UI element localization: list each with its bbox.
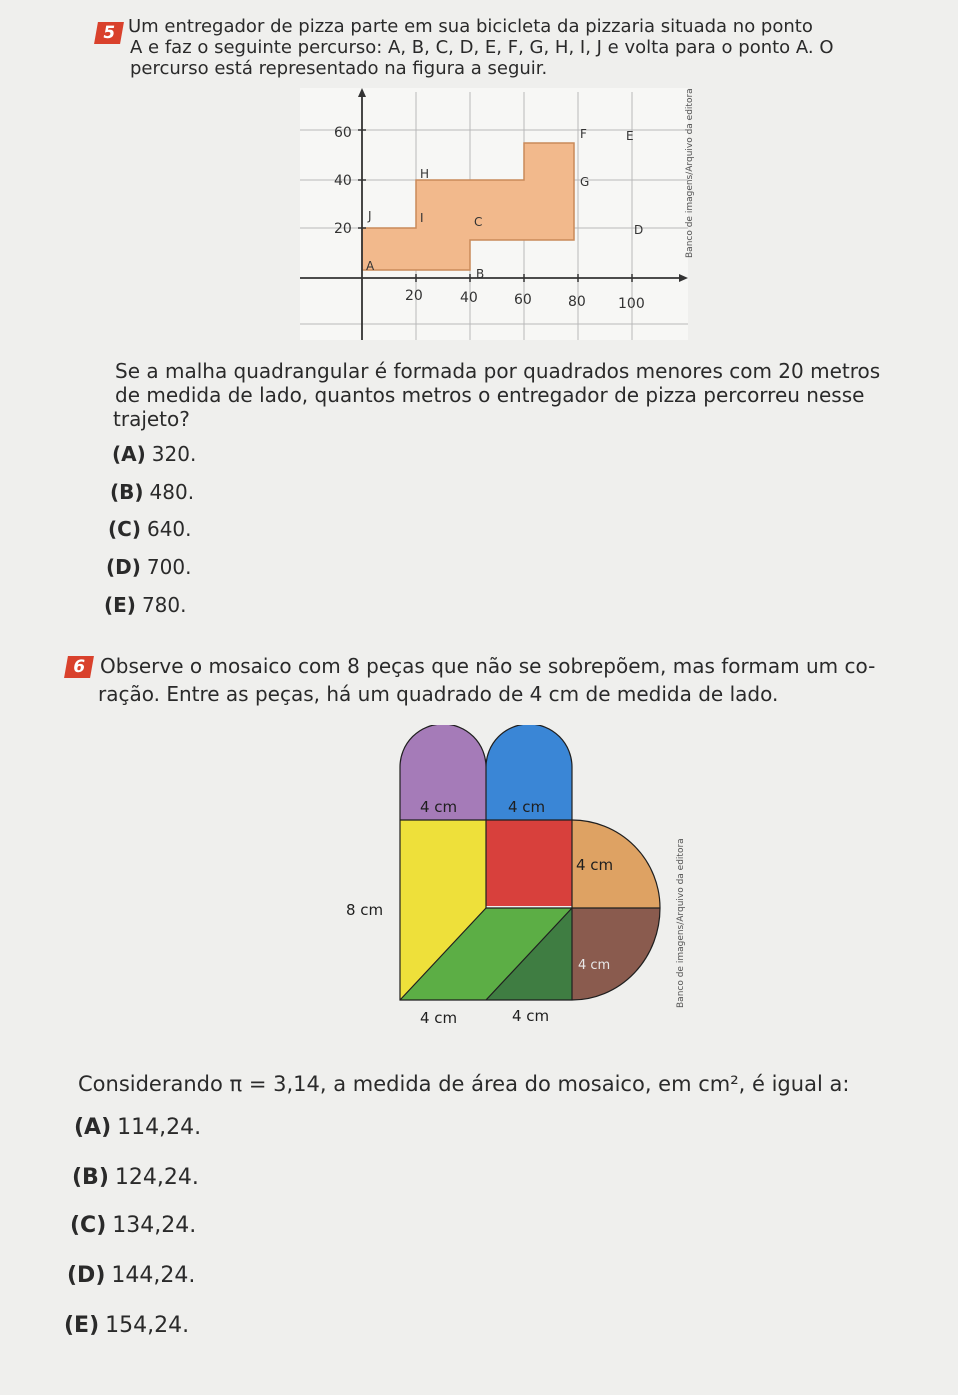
option-text: 134,24. — [112, 1213, 197, 1238]
option-letter: (D) — [106, 555, 141, 579]
route-figure — [300, 88, 688, 340]
point-label-j: J — [368, 209, 372, 223]
option-text: 700. — [146, 555, 192, 579]
point-label-g: G — [580, 175, 590, 189]
question-5-line-3: percurso está representado na figura a seguir. — [130, 58, 548, 79]
option-letter: (B) — [72, 1165, 109, 1190]
option-letter: (E) — [104, 593, 136, 617]
question-5-number: 5 — [94, 22, 124, 44]
label-top-right: 4 cm — [508, 798, 546, 816]
prompt-unit: cm² — [698, 1072, 739, 1096]
point-label-f: F — [580, 127, 587, 141]
heart-mosaic-figure — [340, 725, 670, 1030]
label-left-height: 8 cm — [346, 901, 384, 919]
brown-piece — [572, 908, 660, 1000]
option-text: 124,24. — [114, 1165, 199, 1190]
question-5-option-d[interactable] — [106, 555, 191, 579]
option-letter: (B) — [110, 480, 144, 504]
point-label-d: D — [634, 223, 644, 237]
figure-1-credit: Banco de imagens/Arquivo da editora — [685, 88, 695, 258]
point-label-c: C — [474, 215, 483, 229]
option-letter: (D) — [67, 1263, 106, 1288]
point-label-i: I — [420, 211, 424, 225]
option-letter: (C) — [108, 517, 141, 541]
point-label-b: B — [476, 267, 485, 281]
question-6-prompt — [78, 1070, 849, 1098]
x-axis-arrow — [679, 274, 688, 282]
question-5-option-a[interactable] — [112, 442, 196, 466]
x-tick-40: 40 — [460, 290, 478, 306]
option-letter: (A) — [74, 1115, 112, 1140]
prompt-pi: π = 3,14, a medida de área do mosaico, em — [229, 1072, 692, 1096]
option-letter: (C) — [70, 1213, 107, 1238]
question-5-prompt-line-1: Se a malha quadrangular é formada por quadrados menores com 20 metros — [115, 359, 881, 383]
question-6-number: 6 — [64, 656, 94, 678]
point-label-a: A — [366, 259, 375, 273]
prompt-post: , é igual a: — [738, 1072, 850, 1096]
question-5-option-c[interactable] — [108, 517, 192, 541]
question-6-option-b[interactable] — [72, 1165, 199, 1190]
x-tick-80: 80 — [568, 294, 586, 310]
label-bottom-right: 4 cm — [512, 1007, 550, 1025]
question-6-line-2: ração. Entre as peças, há um quadrado de 4 cm de medida de lado. — [98, 682, 779, 706]
question-6-option-d[interactable] — [67, 1263, 195, 1288]
x-tick-100: 100 — [618, 296, 645, 312]
question-5-option-b[interactable] — [110, 480, 194, 504]
question-5-line-1: Um entregador de pizza parte em sua bicicleta da pizzaria situada no ponto — [128, 16, 813, 37]
label-right-lower: 4 cm — [578, 958, 611, 973]
figure-2-credit: Banco de imagens/Arquivo da editora — [676, 838, 686, 1008]
option-letter: (E) — [64, 1313, 100, 1338]
x-tick-20: 20 — [405, 288, 423, 304]
option-text: 480. — [149, 480, 195, 504]
red-square-piece — [486, 820, 572, 906]
route-polygon — [362, 143, 574, 270]
label-bottom-left: 4 cm — [420, 1009, 458, 1027]
question-6-option-a[interactable] — [74, 1115, 201, 1140]
option-text: 320. — [151, 442, 197, 466]
question-6-option-e[interactable] — [64, 1313, 189, 1338]
y-tick-60: 60 — [334, 125, 352, 141]
option-text: 640. — [146, 517, 192, 541]
option-text: 780. — [141, 593, 187, 617]
option-letter: (A) — [112, 442, 146, 466]
option-text: 144,24. — [111, 1263, 196, 1288]
question-5-line-2: A e faz o seguinte percurso: A, B, C, D, E, F, G, H, I, J e volta para o ponto A. O — [130, 37, 834, 58]
question-6-line-1: Observe o mosaico com 8 peças que não se sobrepõem, mas formam um co- — [100, 654, 876, 678]
question-6-option-c[interactable] — [70, 1213, 196, 1238]
question-5-option-e[interactable] — [104, 593, 186, 617]
y-tick-20: 20 — [334, 221, 352, 237]
prompt-pre: Considerando — [78, 1072, 223, 1096]
point-label-h: H — [420, 167, 430, 181]
question-5-prompt-line-2: de medida de lado, quantos metros o entregador de pizza percorreu nesse — [115, 383, 865, 407]
point-label-e: E — [626, 129, 634, 143]
option-text: 114,24. — [117, 1115, 202, 1140]
y-tick-40: 40 — [334, 173, 352, 189]
y-axis-arrow — [358, 88, 366, 97]
label-right-upper: 4 cm — [576, 856, 614, 874]
question-5-prompt-line-3: trajeto? — [113, 407, 190, 431]
label-top-left: 4 cm — [420, 798, 458, 816]
option-text: 154,24. — [105, 1313, 190, 1338]
x-tick-60: 60 — [514, 292, 532, 308]
